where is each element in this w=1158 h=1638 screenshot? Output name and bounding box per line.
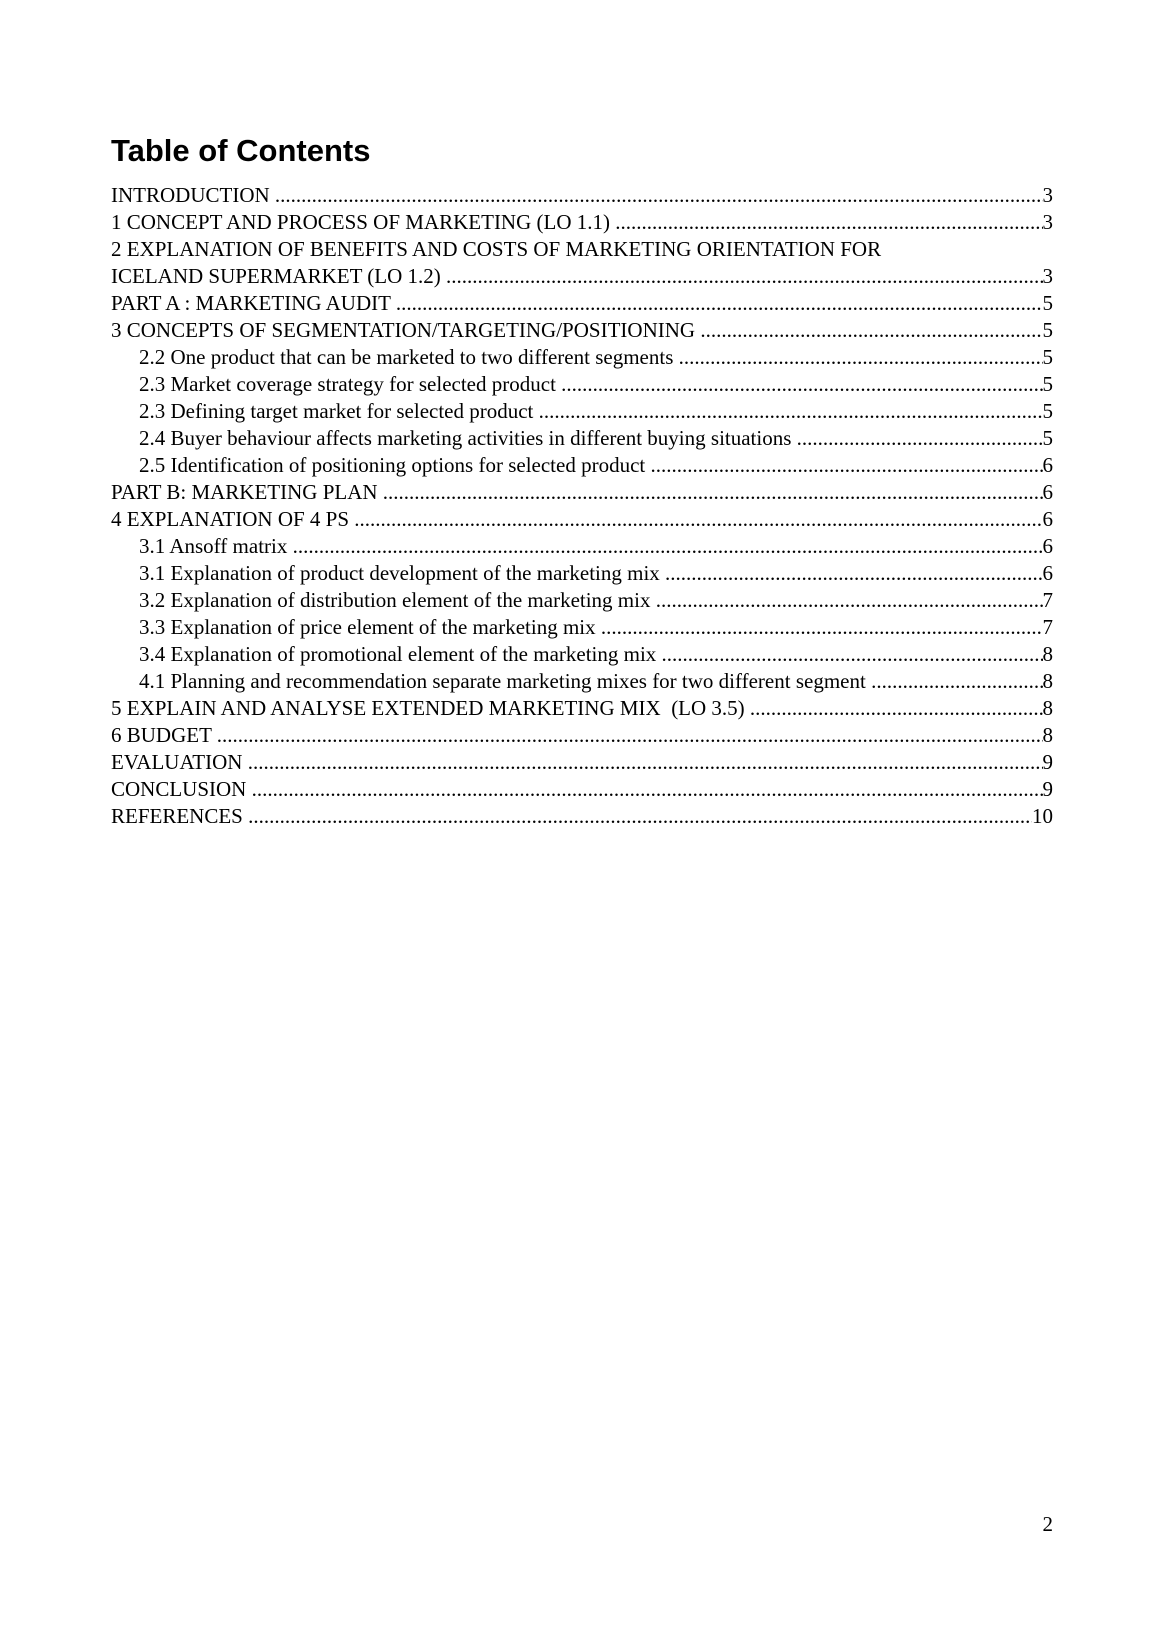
toc-entry-label: 3.1 Explanation of product development of the marketing mix bbox=[139, 561, 660, 585]
toc-entry-page: 6 bbox=[1042, 507, 1053, 531]
toc-entry-conclusion[interactable] bbox=[111, 776, 1053, 803]
toc-entry-extended-mix[interactable] bbox=[111, 695, 1053, 722]
toc-entry-buyer-behaviour[interactable] bbox=[111, 425, 1053, 452]
toc-leader-dots bbox=[287, 534, 1053, 558]
toc-leader-dots bbox=[212, 723, 1053, 747]
toc-entry-page: 6 bbox=[1042, 534, 1053, 558]
toc-entry-page: 10 bbox=[1032, 804, 1053, 828]
toc-leader-dots bbox=[242, 750, 1053, 774]
toc-entry-two-segments[interactable] bbox=[111, 344, 1053, 371]
toc-entry-promotional[interactable] bbox=[111, 641, 1053, 668]
toc-leader-dots bbox=[556, 372, 1053, 396]
toc-leader-dots bbox=[533, 399, 1053, 423]
toc-entry-distribution[interactable] bbox=[111, 587, 1053, 614]
toc-entry-separate-mixes[interactable] bbox=[111, 668, 1053, 695]
toc-entry-label: 2.3 Defining target market for selected product bbox=[139, 399, 534, 423]
toc-entry-page: 5 bbox=[1042, 399, 1053, 423]
toc-entry-page: 9 bbox=[1042, 777, 1053, 801]
toc-leader-dots bbox=[660, 561, 1053, 585]
toc-entry-page: 8 bbox=[1042, 723, 1053, 747]
toc-leader-dots bbox=[243, 804, 1053, 828]
toc-entry-label-line-1: 2 EXPLANATION OF BENEFITS AND COSTS OF MARKETING ORIENTATION FOR bbox=[111, 237, 882, 261]
toc-entry-label: 5 EXPLAIN AND ANALYSE EXTENDED MARKETING MIX (LO 3.5) bbox=[111, 696, 745, 720]
toc-leader-dots bbox=[791, 426, 1053, 450]
toc-entry-target-market[interactable] bbox=[111, 398, 1053, 425]
toc-leader-dots bbox=[650, 588, 1053, 612]
toc-heading: Table of Contents bbox=[111, 133, 371, 168]
toc-leader-dots bbox=[866, 669, 1053, 693]
toc-entry-label: PART A : MARKETING AUDIT bbox=[111, 291, 391, 315]
toc-leader-dots bbox=[645, 453, 1053, 477]
toc-leader-dots bbox=[391, 291, 1053, 315]
toc-entry-segmentation[interactable] bbox=[111, 317, 1053, 344]
toc-entry-label: 1 CONCEPT AND PROCESS OF MARKETING (LO 1.1) bbox=[111, 210, 610, 234]
toc-entry-price[interactable] bbox=[111, 614, 1053, 641]
toc-entry-label: INTRODUCTION bbox=[111, 183, 270, 207]
toc-entry-page: 6 bbox=[1042, 561, 1053, 585]
toc-entry-label: CONCLUSION bbox=[111, 777, 247, 801]
toc-leader-dots bbox=[673, 345, 1053, 369]
toc-entry-page: 6 bbox=[1042, 453, 1053, 477]
toc-entry-page: 7 bbox=[1042, 588, 1053, 612]
page-number: 2 bbox=[1042, 1512, 1053, 1536]
toc-entry-market-coverage[interactable] bbox=[111, 371, 1053, 398]
toc-leader-dots bbox=[745, 696, 1053, 720]
toc-entry-label: PART B: MARKETING PLAN bbox=[111, 480, 378, 504]
toc-entry-label: 2.2 One product that can be marketed to two different segments bbox=[139, 345, 674, 369]
toc-entry-introduction[interactable] bbox=[111, 182, 1053, 209]
toc-entry-page: 3 bbox=[1042, 183, 1053, 207]
toc-entry-evaluation[interactable] bbox=[111, 749, 1053, 776]
toc-entry-label: 3.1 Ansoff matrix bbox=[139, 534, 288, 558]
toc-entry-budget[interactable] bbox=[111, 722, 1053, 749]
toc-entry-page: 5 bbox=[1042, 426, 1053, 450]
toc-entry-concept-process[interactable] bbox=[111, 209, 1053, 236]
toc-leader-dots bbox=[270, 183, 1053, 207]
toc-entry-page: 8 bbox=[1042, 696, 1053, 720]
toc-entry-positioning-options[interactable] bbox=[111, 452, 1053, 479]
toc-leader-dots bbox=[441, 264, 1053, 288]
toc-leader-dots bbox=[246, 777, 1053, 801]
toc-entry-4ps[interactable] bbox=[111, 506, 1053, 533]
toc-leader-dots bbox=[695, 318, 1053, 342]
toc-entry-page: 5 bbox=[1042, 318, 1053, 342]
toc-entry-page: 5 bbox=[1042, 372, 1053, 396]
toc-entry-page: 9 bbox=[1042, 750, 1053, 774]
toc-entry-label-line-2: ICELAND SUPERMARKET (LO 1.2) bbox=[111, 264, 441, 288]
toc-entry-label: 2.5 Identification of positioning options for selected product bbox=[139, 453, 646, 477]
toc-entry-label: REFERENCES bbox=[111, 804, 243, 828]
toc-entry-label: 2.3 Market coverage strategy for selected product bbox=[139, 372, 556, 396]
toc-leader-dots bbox=[378, 480, 1053, 504]
toc-leader-dots bbox=[349, 507, 1053, 531]
toc-entry-label: 4 EXPLANATION OF 4 PS bbox=[111, 507, 350, 531]
toc-entry-label: 6 BUDGET bbox=[111, 723, 212, 747]
toc-leader-dots bbox=[610, 210, 1053, 234]
toc-entry-page: 7 bbox=[1042, 615, 1053, 639]
toc-entry-label: 3.2 Explanation of distribution element of the marketing mix bbox=[139, 588, 651, 612]
toc-entry-label: 2.4 Buyer behaviour affects marketing activities in different buying situations bbox=[139, 426, 792, 450]
toc-entry-label: EVALUATION bbox=[111, 750, 243, 774]
toc-entry-page: 3 bbox=[1042, 210, 1053, 234]
toc-entry-page: 8 bbox=[1042, 642, 1053, 666]
toc-entry-benefits-costs[interactable] bbox=[111, 236, 1053, 290]
toc-entry-ansoff-matrix[interactable] bbox=[111, 533, 1053, 560]
toc-entry-page: 6 bbox=[1042, 480, 1053, 504]
toc-entry-page: 5 bbox=[1042, 291, 1053, 315]
toc-entry-label: 3 CONCEPTS OF SEGMENTATION/TARGETING/POSITIONING bbox=[111, 318, 696, 342]
toc-entry-page: 3 bbox=[1042, 264, 1053, 288]
toc-entry-label: 4.1 Planning and recommendation separate marketing mixes for two different segment bbox=[139, 669, 866, 693]
toc-leader-dots bbox=[596, 615, 1053, 639]
toc-entry-page: 8 bbox=[1042, 669, 1053, 693]
toc-entry-label: 3.3 Explanation of price element of the marketing mix bbox=[139, 615, 596, 639]
toc-leader-dots bbox=[656, 642, 1053, 666]
table-of-contents bbox=[111, 182, 1053, 830]
toc-entry-references[interactable] bbox=[111, 803, 1053, 830]
toc-entry-label: 3.4 Explanation of promotional element of the marketing mix bbox=[139, 642, 657, 666]
toc-entry-marketing-plan[interactable] bbox=[111, 479, 1053, 506]
toc-entry-page: 5 bbox=[1042, 345, 1053, 369]
toc-entry-product-development[interactable] bbox=[111, 560, 1053, 587]
toc-entry-marketing-audit[interactable] bbox=[111, 290, 1053, 317]
